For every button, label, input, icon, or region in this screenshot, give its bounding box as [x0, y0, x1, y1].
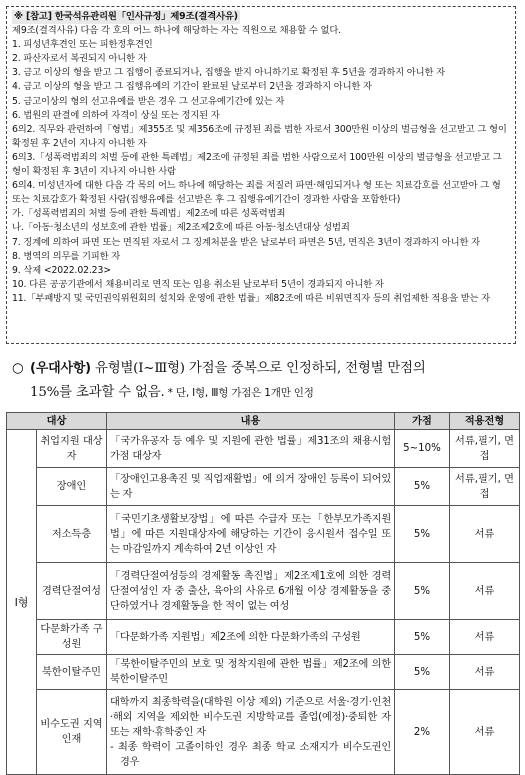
reference-line: 9. 삭제 <2022.02.23>: [12, 264, 111, 276]
header-stage: 적용전형: [450, 413, 520, 430]
row-target: 경력단절여성: [37, 563, 107, 620]
row-content: [107, 690, 395, 775]
group-label: Ⅰ형: [7, 430, 37, 775]
reference-line: 11.「부패방지 및 국민권익위원회의 설치와 운영에 관한 법률」제82조에 따른 비위면직자 등의 취업제한 적용을 받는 자: [12, 292, 491, 304]
row-target: 다문화가족 구성원: [37, 620, 107, 655]
row-points: 2%: [395, 690, 450, 775]
table-header-row: [7, 413, 520, 430]
table-row: [7, 655, 520, 690]
row-target: 취업지원 대상자: [37, 430, 107, 468]
reference-box: [6, 6, 516, 344]
row-content: 「국민기초생활보장법」에 따른 수급자 또는「한부모가족지원법」에 따른 지원대상자에 해당하는 기간이 응시원서 접수일 또는 마감일까지 계속하여 2년 이상인 자: [107, 506, 395, 563]
preference-note: * 단, Ⅰ형, Ⅲ형 가점은 1개만 인정: [164, 387, 314, 399]
row-target: 저소득층: [37, 506, 107, 563]
table-row: [7, 563, 520, 620]
reference-line: 4. 금고 이상의 형을 받고 그 집행유예의 기간이 완료된 날로부터 2년을 경과하지 아니한 자: [12, 81, 372, 93]
table-row: [7, 430, 520, 468]
header-points: 가점: [395, 413, 450, 430]
bullet-circle: ○: [12, 361, 24, 376]
reference-line: 제9조(결격사유) 다음 각 호의 어느 하나에 해당하는 자는 직원으로 채용할 수 없다.: [12, 25, 341, 37]
row-content: 「다문화가족 지원법」제2조에 의한 다문화가족의 구성원: [107, 620, 395, 655]
reference-line: 나.「아동·청소년의 성보호에 관한 법률」제2조제2호에 따른 아동·청소년대상 성범죄: [12, 222, 350, 234]
row-content: 「국가유공자 등 예우 및 지원에 관한 법률」제31조의 채용시험 가점 대상자: [107, 430, 395, 468]
row-points: 5%: [395, 620, 450, 655]
table-row: [7, 506, 520, 563]
row-content-main: 대학까지 최종학력을(대학원 이상 제외) 기준으로 서울·경기·인천·해외 지역을 제외한 비수도권 지방학교를 졸업(예정)·중퇴한 자 또는 재학·휴학중인 자: [110, 696, 391, 738]
table-row: [7, 690, 520, 775]
table-row: [7, 620, 520, 655]
row-target: 장애인: [37, 468, 107, 506]
row-stage: 서류: [450, 506, 520, 563]
preference-line-1: [30, 358, 426, 380]
row-points: 5%: [395, 563, 450, 620]
row-stage: 서류: [450, 620, 520, 655]
row-stage: 서류: [450, 655, 520, 690]
row-points: 5~10%: [395, 430, 450, 468]
preference-text-2: 15%를 초과할 수 없음.: [30, 385, 165, 400]
table-row: [7, 468, 520, 506]
reference-line: 가.「성폭력범죄의 처벌 등에 관한 특례법」제2조에 따른 성폭력범죄: [12, 208, 286, 220]
row-stage: 서류: [450, 563, 520, 620]
row-points: 5%: [395, 655, 450, 690]
row-content-sub: - 최종 학력이 고졸이하인 경우 최종 학교 소재지가 비수도권인 경우: [110, 741, 391, 768]
row-content: 「경력단절여성등의 경제활동 촉진법」제2조제1호에 의한 경력단절여성인 자 중 출산, 육아의 사유로 6개월 이상 경제활동을 중단하였거나 경제활동을 한 적이 없는 여성: [107, 563, 395, 620]
row-points: 5%: [395, 468, 450, 506]
reference-line: 2. 파산자로서 복권되지 아니한 자: [12, 53, 147, 65]
row-stage: 서류,필기, 면접: [450, 430, 520, 468]
preference-table: [6, 412, 520, 775]
row-stage: 서류: [450, 690, 520, 775]
reference-line: 6의2. 직무와 관련하여「형법」제355조 및 제356조에 규정된 죄를 범한 자로서 300만원 이상의 벌금형을 선고받고 그 형이 확정된 후 2년이 지나지 아니한 자: [12, 123, 507, 149]
reference-header: ※ [참고] 한국석유관리원「인사규정」제9조(결격사유): [12, 10, 240, 24]
reference-line: 1. 피성년후견인 또는 피한정후견인: [12, 39, 153, 51]
header-content: 내용: [107, 413, 395, 430]
row-target: 북한이탈주민: [37, 655, 107, 690]
reference-line: 5. 금고이상의 형의 선고유예를 받은 경우 그 선고유예기간에 있는 자: [12, 95, 285, 107]
preference-title: (우대사항): [30, 361, 91, 376]
row-points: 5%: [395, 506, 450, 563]
row-target: 비수도권 지역인재: [37, 690, 107, 775]
reference-line: 7. 징계에 의하여 파면 또는 면직된 자로서 그 징계처분을 받은 날로부터 파면은 5년, 면직은 3년이 경과하지 아니한 자: [12, 236, 480, 248]
reference-line: 3. 금고 이상의 형을 받고 그 집행이 종료되거나, 집행을 받지 아니하기로 확정된 후 5년을 경과하지 아니한 자: [12, 67, 445, 79]
preference-text-1: 유형별(Ⅰ~Ⅲ형) 가점을 중복으로 인정하되, 전형별 만점의: [90, 361, 426, 376]
row-stage: 서류,필기, 면접: [450, 468, 520, 506]
reference-line: 10. 다른 공공기관에서 채용비리로 면직 또는 임용 취소된 날로부터 5년이 경과되지 아니한 자: [12, 278, 384, 290]
reference-line: 6의3.「성폭력범죄의 처벌 등에 관한 특례법」제2조에 규정된 죄를 범한 사람으로서 100만원 이상의 벌금형을 선고받고 그 형이 확정된 후 3년이 지나지 아니한 사람: [12, 151, 502, 178]
row-content: 「장애인고용촉진 및 직업재활법」에 의거 장애인 등록이 되어있는 자: [107, 468, 395, 506]
preference-line-2: [30, 382, 314, 404]
reference-line: 8. 병역의 의무를 기피한 자: [12, 250, 121, 262]
header-target: 대상: [7, 413, 107, 430]
row-content: 「북한이탈주민의 보호 및 정착지원에 관한 법률」제2조에 의한 북한이탈주민: [107, 655, 395, 690]
reference-line: 6의4. 미성년자에 대한 다음 각 목의 어느 하나에 해당하는 죄를 저질러 파면·해임되거나 형 또는 치료감호를 선고받아 그 형 또는 치료감호가 확정된 사람(집행유예를 선고받은 후 그 집행유예기간이 경과한 사람을 포함한다): [12, 180, 501, 206]
reference-line: 6. 법원의 판결에 의하여 자격이 상실 또는 정지된 자: [12, 109, 220, 121]
